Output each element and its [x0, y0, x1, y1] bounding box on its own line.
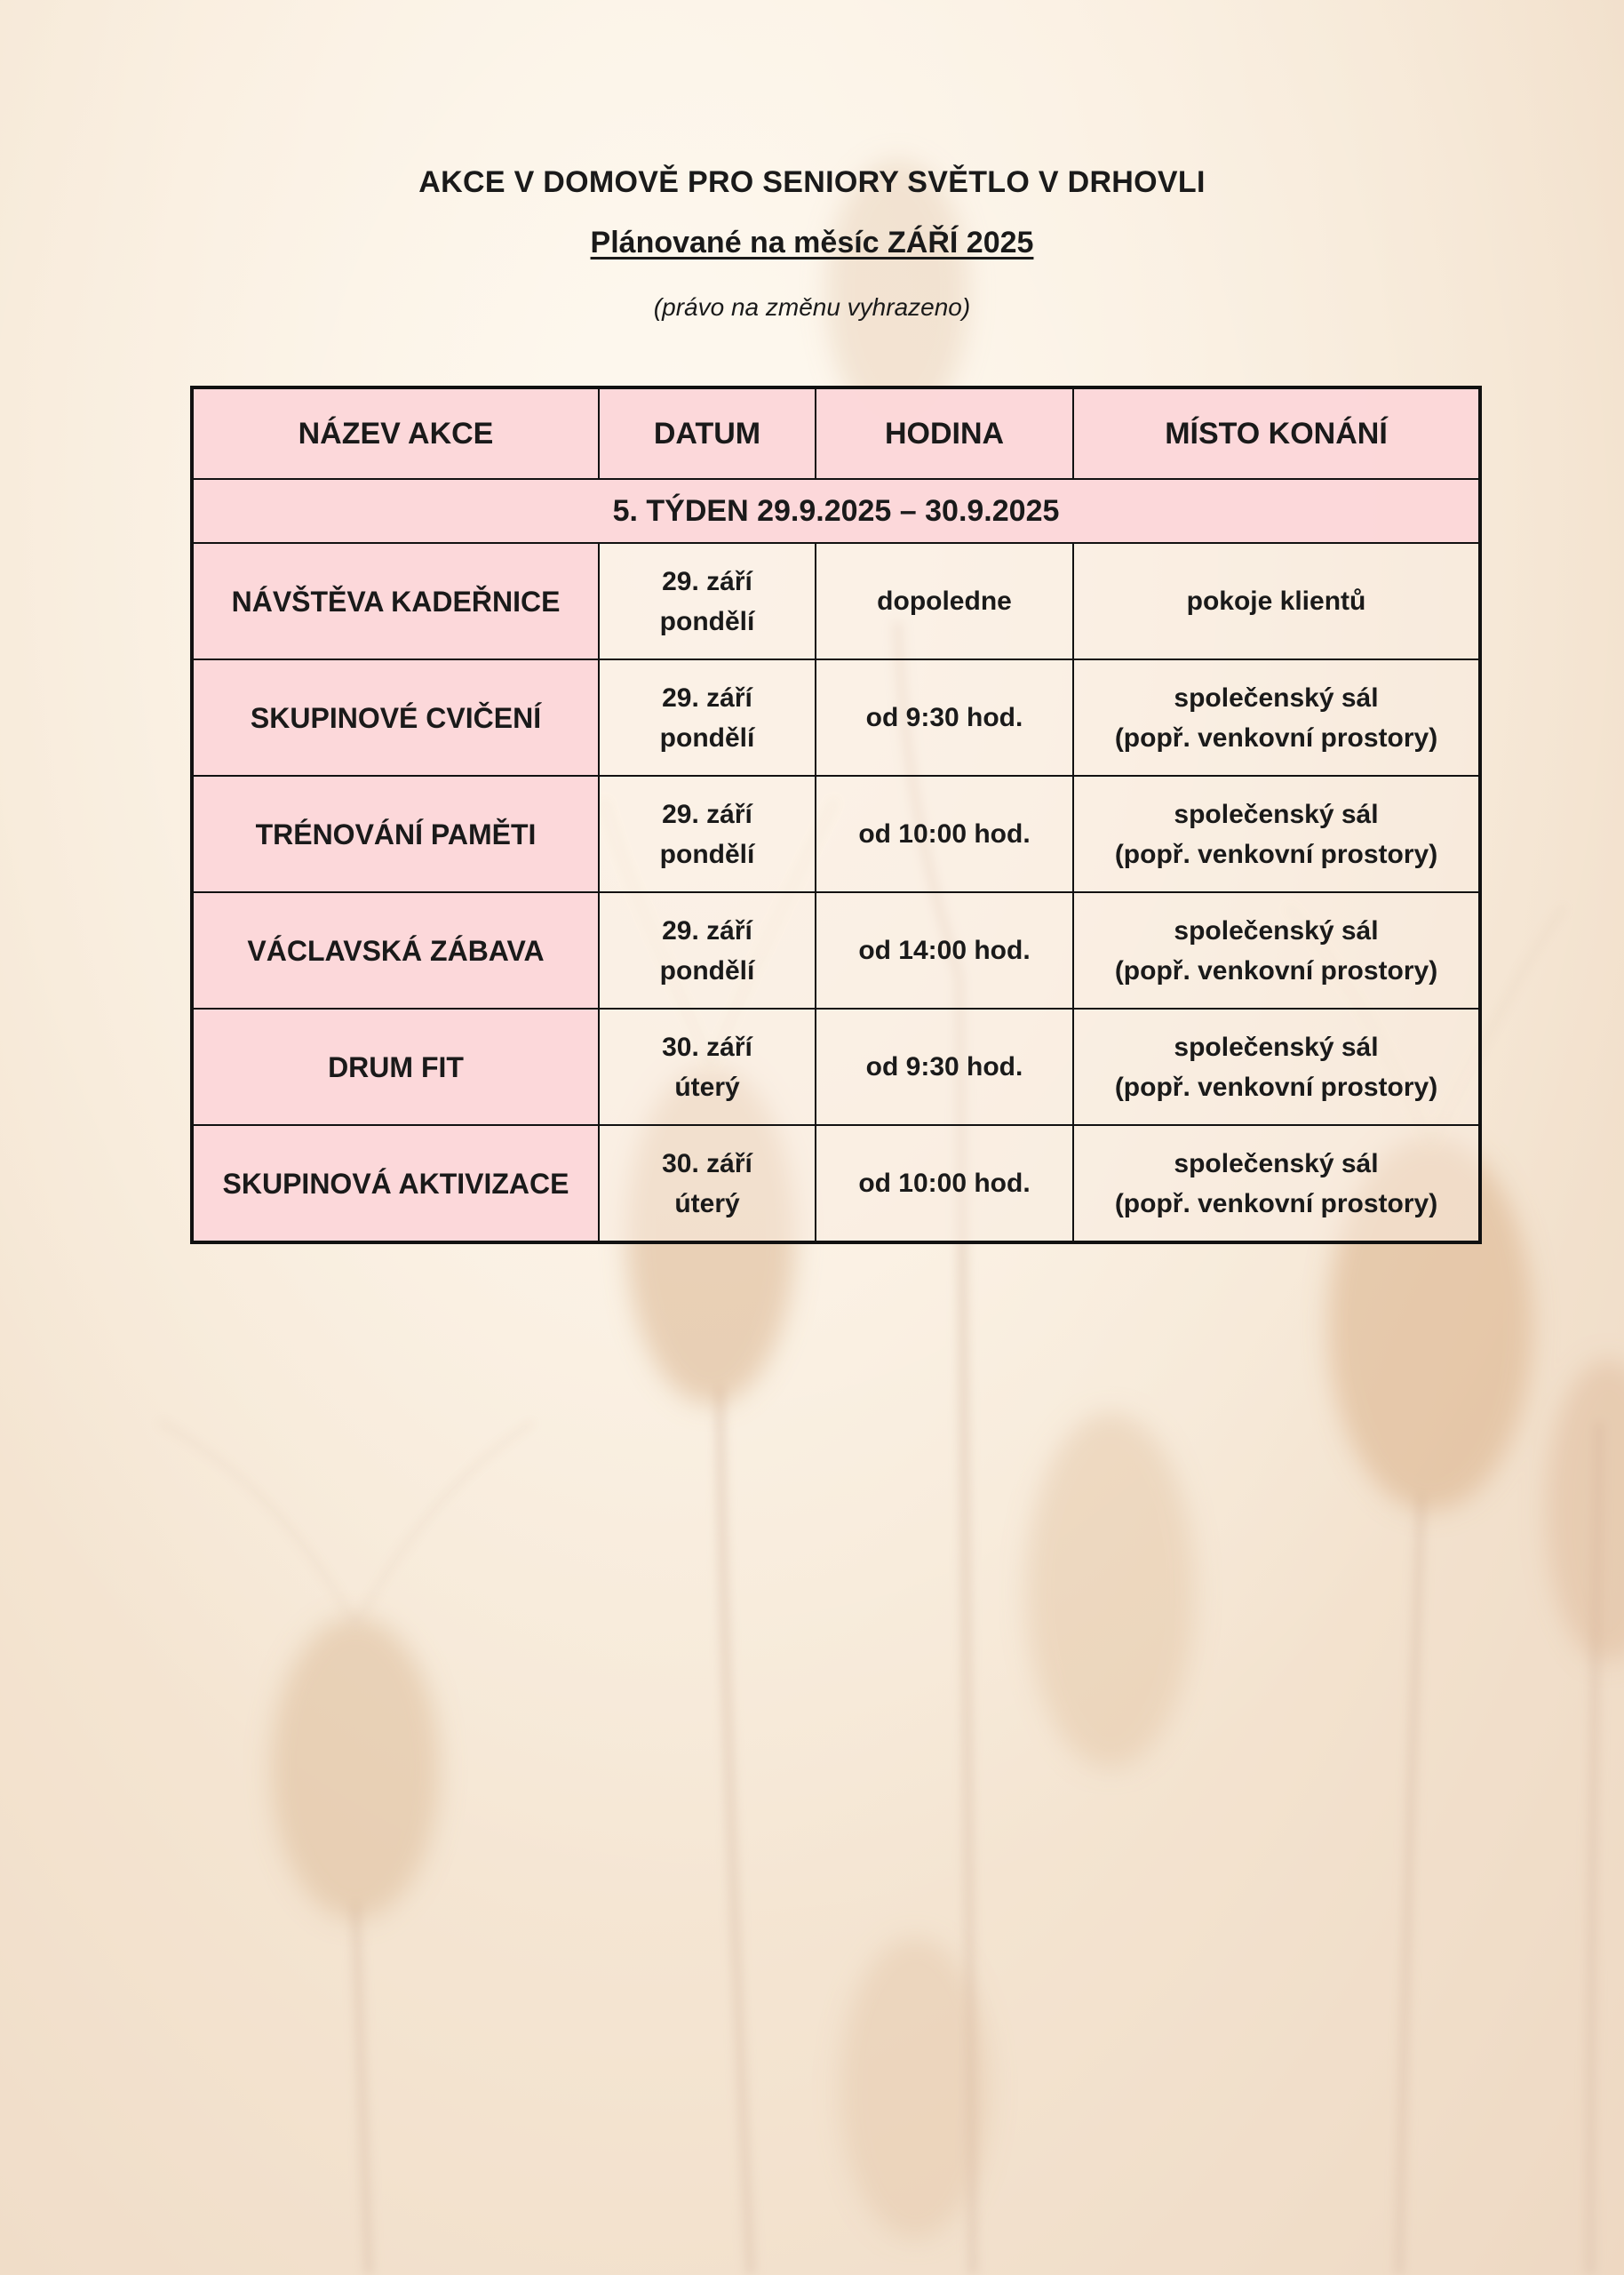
- event-date-weekday: pondělí: [659, 722, 755, 753]
- table-header-row: [192, 387, 1480, 479]
- event-date-weekday: pondělí: [659, 606, 755, 636]
- event-date: [599, 659, 816, 776]
- event-place: [1073, 1125, 1480, 1242]
- event-place: [1073, 892, 1480, 1009]
- event-date-day: 29. září: [662, 566, 752, 596]
- column-header-place: MÍSTO KONÁNÍ: [1073, 387, 1480, 479]
- table-row: [192, 1125, 1480, 1242]
- event-date-day: 29. září: [662, 799, 752, 829]
- event-place: [1073, 543, 1480, 659]
- event-date: [599, 776, 816, 892]
- column-header-name: NÁZEV AKCE: [192, 387, 599, 479]
- event-place-alt: (popř. venkovní prostory): [1114, 1072, 1438, 1102]
- event-time: od 10:00 hod.: [816, 776, 1073, 892]
- table-row: [192, 659, 1480, 776]
- week-row: [192, 479, 1480, 543]
- column-header-time: HODINA: [816, 387, 1073, 479]
- page-subtitle: Plánované na měsíc ZÁŘÍ 2025: [590, 226, 1034, 259]
- event-name: VÁCLAVSKÁ ZÁBAVA: [192, 892, 599, 1009]
- event-date-weekday: úterý: [674, 1072, 740, 1102]
- event-name: NÁVŠTĚVA KADEŘNICE: [192, 543, 599, 659]
- event-place: [1073, 776, 1480, 892]
- event-date-weekday: pondělí: [659, 839, 755, 869]
- event-place: [1073, 1009, 1480, 1125]
- event-date: [599, 1125, 816, 1242]
- week-label: 5. TÝDEN 29.9.2025 – 30.9.2025: [192, 479, 1480, 543]
- event-time: dopoledne: [816, 543, 1073, 659]
- event-date: [599, 892, 816, 1009]
- event-place-alt: (popř. venkovní prostory): [1114, 722, 1438, 753]
- event-place-alt: (popř. venkovní prostory): [1114, 955, 1438, 986]
- event-place: [1073, 659, 1480, 776]
- event-place-alt: (popř. venkovní prostory): [1114, 839, 1438, 869]
- event-place-main: společenský sál: [1174, 1032, 1379, 1062]
- event-name: TRÉNOVÁNÍ PAMĚTI: [192, 776, 599, 892]
- event-time: od 9:30 hod.: [816, 1009, 1073, 1125]
- event-name: DRUM FIT: [192, 1009, 599, 1125]
- event-name: SKUPINOVÉ CVIČENÍ: [192, 659, 599, 776]
- event-place-main: společenský sál: [1174, 915, 1379, 946]
- event-time: od 9:30 hod.: [816, 659, 1073, 776]
- table-row: [192, 776, 1480, 892]
- events-table: [190, 386, 1482, 1244]
- event-date-weekday: úterý: [674, 1188, 740, 1218]
- event-date: [599, 1009, 816, 1125]
- event-date-weekday: pondělí: [659, 955, 755, 986]
- event-date-day: 30. září: [662, 1148, 752, 1178]
- table-row: [192, 892, 1480, 1009]
- event-place-main: pokoje klientů: [1186, 587, 1366, 616]
- event-time: od 14:00 hod.: [816, 892, 1073, 1009]
- event-name: SKUPINOVÁ AKTIVIZACE: [192, 1125, 599, 1242]
- event-date-day: 30. září: [662, 1032, 752, 1062]
- table-row: [192, 543, 1480, 659]
- event-place-main: společenský sál: [1174, 799, 1379, 829]
- disclaimer-note: (právo na změnu vyhrazeno): [653, 293, 971, 321]
- column-header-date: DATUM: [599, 387, 816, 479]
- event-place-main: společenský sál: [1174, 682, 1379, 713]
- event-place-main: společenský sál: [1174, 1148, 1379, 1178]
- event-time: od 10:00 hod.: [816, 1125, 1073, 1242]
- event-date: [599, 543, 816, 659]
- event-date-day: 29. září: [662, 682, 752, 713]
- page-title: AKCE V DOMOVĚ PRO SENIORY SVĚTLO V DRHOVLI: [418, 165, 1206, 199]
- table-row: [192, 1009, 1480, 1125]
- event-date-day: 29. září: [662, 915, 752, 946]
- event-place-alt: (popř. venkovní prostory): [1114, 1188, 1438, 1218]
